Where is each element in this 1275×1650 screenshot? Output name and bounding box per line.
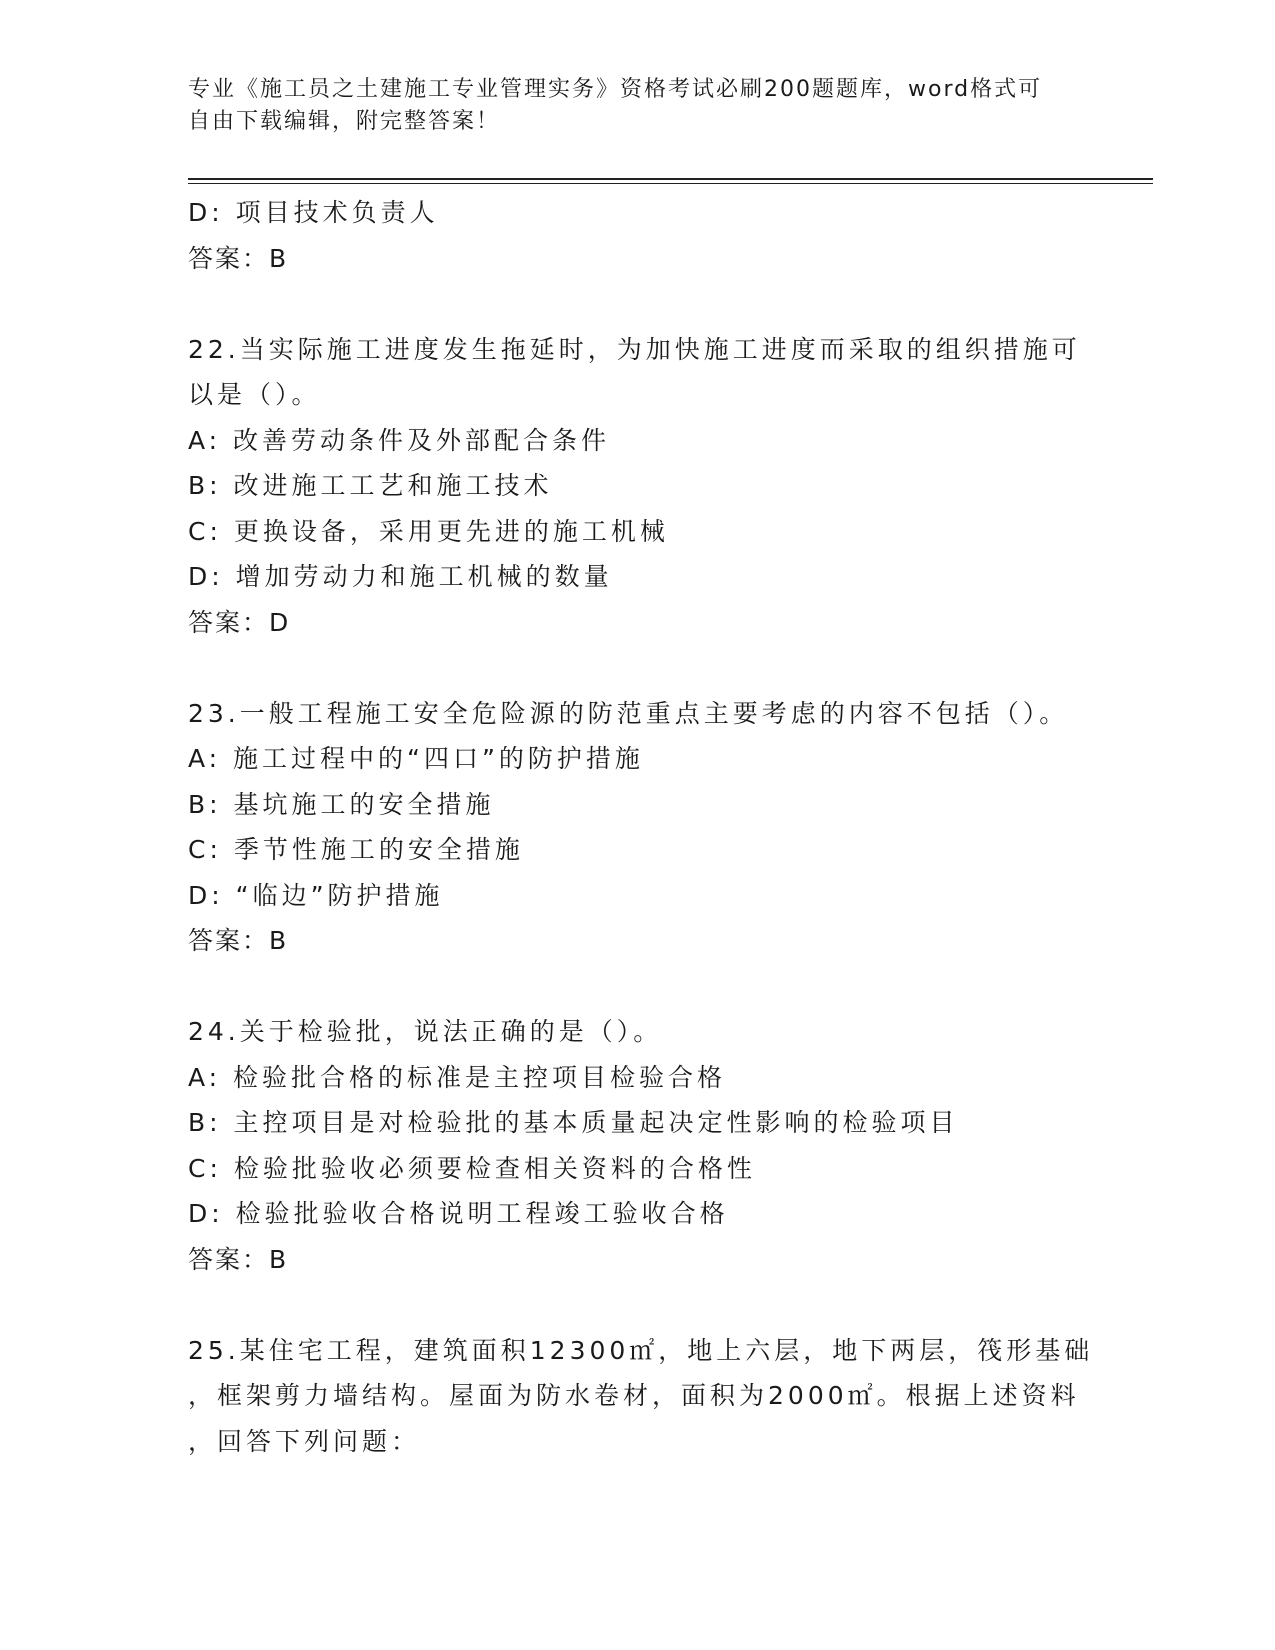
q24-answer: 答案：B — [188, 1244, 289, 1274]
q25-stem-line-3: ，回答下列问题： — [188, 1426, 421, 1456]
q23-option-b: B: 基坑施工的安全措施 — [188, 789, 495, 819]
q24-stem: 24.关于检验批，说法正确的是（）。 — [188, 1017, 663, 1046]
question-list — [188, 190, 1094, 1464]
q22-option-c: C: 更换设备，采用更先进的施工机械 — [188, 516, 669, 546]
q22-option-b: B: 改进施工工艺和施工技术 — [188, 471, 553, 500]
q25-stem-line-1: 25.某住宅工程，建筑面积12300㎡，地上六层，地下两层，筏形基础 — [188, 1335, 1094, 1365]
q24-option-c: C: 检验批验收必须要检查相关资料的合格性 — [188, 1153, 756, 1183]
q22-option-d: D: 增加劳动力和施工机械的数量 — [188, 562, 613, 591]
header-line-1: 专业《施工员之土建施工专业管理实务》资格考试必刷200题题库，word格式可 — [188, 77, 1043, 102]
q24-option-b: B: 主控项目是对检验批的基本质量起决定性影响的检验项目 — [188, 1108, 959, 1137]
q22-option-a: A: 改善劳动条件及外部配合条件 — [188, 425, 611, 455]
prev-answer: 答案：B — [188, 243, 289, 273]
q23-option-c: C: 季节性施工的安全措施 — [188, 835, 524, 864]
q22-stem-line-2: 以是（）。 — [188, 380, 321, 409]
header-divider-thin — [188, 183, 1153, 184]
q24-option-a: A: 检验批合格的标准是主控项目检验合格 — [188, 1062, 727, 1092]
q25-stem-line-2: ，框架剪力墙结构。屋面为防水卷材，面积为2000㎡。根据上述资料 — [188, 1381, 1080, 1410]
q23-stem: 23.一般工程施工安全危险源的防范重点主要考虑的内容不包括（）。 — [188, 698, 1069, 728]
document-header — [188, 74, 1068, 138]
header-line-2: 自由下载编辑，附完整答案！ — [188, 109, 501, 134]
header-divider-thick — [188, 178, 1153, 180]
q23-option-a: A: 施工过程中的“四口”的防护措施 — [188, 744, 644, 773]
q23-option-d: D: “临边”防护措施 — [188, 880, 444, 910]
q24-option-d: D: 检验批验收合格说明工程竣工验收合格 — [188, 1199, 729, 1228]
q22-stem-line-1: 22.当实际施工进度发生拖延时，为加快施工进度而采取的组织措施可 — [188, 334, 1081, 364]
q22-answer: 答案：D — [188, 607, 291, 637]
q23-answer: 答案：B — [188, 926, 289, 955]
prev-option-d: D: 项目技术负责人 — [188, 198, 439, 227]
